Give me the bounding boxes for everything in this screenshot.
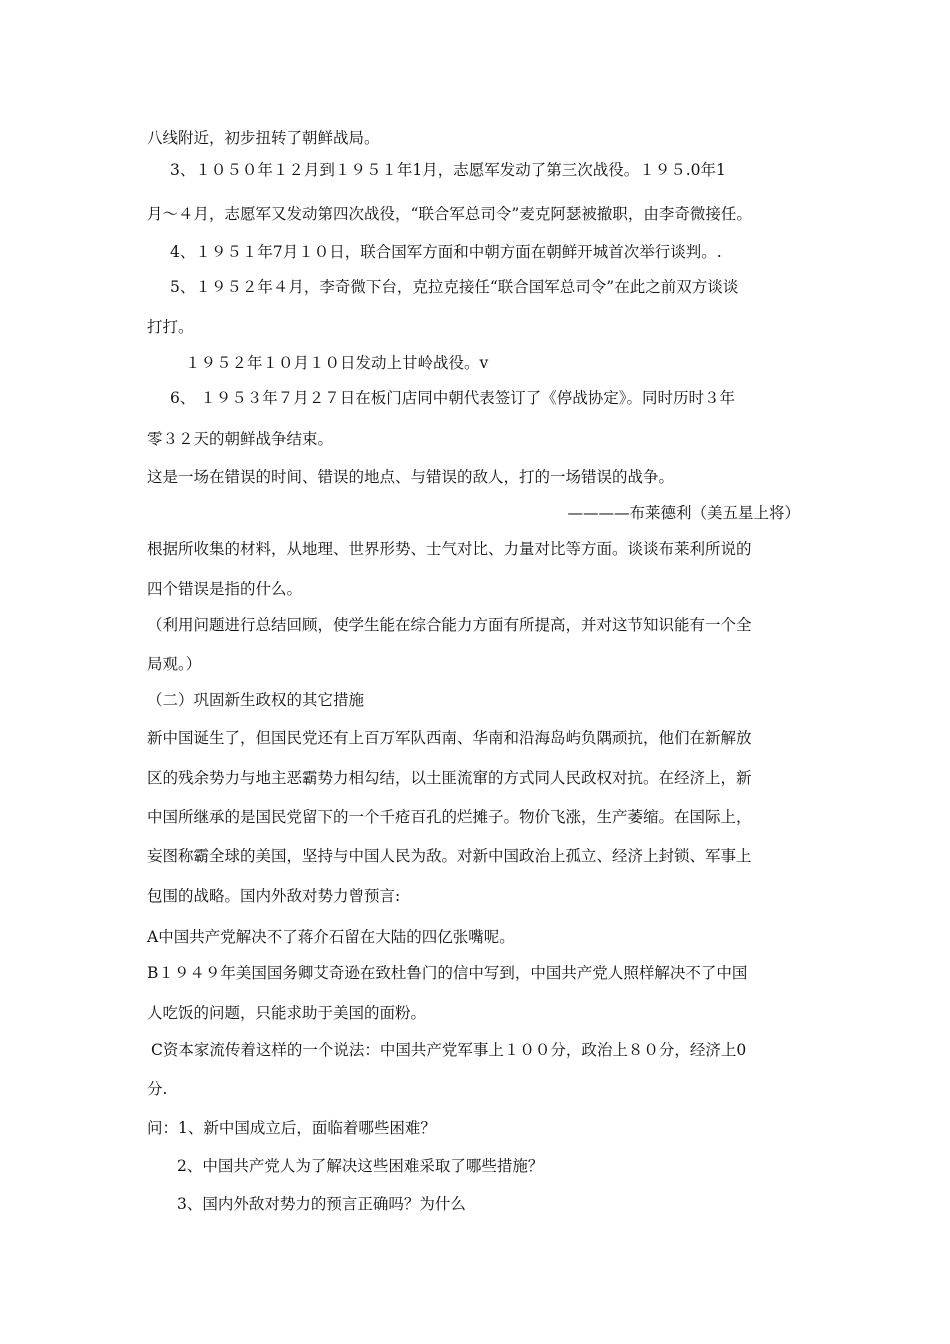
- text-line-5: 5、１９５２年４月，李奇微下台，克拉克接任“联合国军总司令”在此之前双方谈谈: [170, 278, 739, 296]
- text-line-8: 6、 １９５３年７月２７日在板门店同中朝代表签订了《停战协定》。同时历时３年: [170, 389, 736, 407]
- prediction-b: B１９４９年美国国务卿艾奇逊在致杜鲁门的信中写到，中国共产党人照样解决不了中国: [147, 964, 748, 982]
- prediction-a: A中国共产党解决不了蒋介石留在大陆的四亿张嘴呢。: [147, 928, 515, 946]
- text-line-19: 中国所继承的是国民党留下的一个千疮百孔的烂摊子。物价飞涨，生产萎缩。在国际上，: [147, 808, 752, 826]
- text-line-26: 分.: [147, 1080, 168, 1098]
- text-line-6: 打打。: [147, 318, 194, 336]
- text-line-3: 月～４月，志愿军又发动第四次战役，“联合军总司令”麦克阿瑟被撤职，由李奇微接任。: [147, 205, 752, 223]
- text-line-12: 根据所收集的材料，从地理、世界形势、士气对比、力量对比等方面。谈谈布莱利所说的: [147, 540, 752, 558]
- prediction-c: C资本家流传着这样的一个说法：中国共产党军事上１００分，政治上８０分，经济上0: [151, 1041, 747, 1059]
- text-line-13: 四个错误是指的什么。: [147, 580, 303, 598]
- text-line-2: 3、１０５０年１２月到１９５１年1月，志愿军发动了第三次战役。１９５.0年1: [170, 161, 726, 179]
- question-3: 3、国内外敌对势力的预言正确吗？为什么: [177, 1195, 466, 1213]
- text-line-4: 4、１９５１年7月１０日，联合国军方面和中朝方面在朝鲜开城首次举行谈判。.: [170, 243, 722, 261]
- text-line-9: 零３２天的朝鲜战争结束。: [147, 430, 334, 448]
- text-line-24: 人吃饭的问题，只能求助于美国的面粉。: [147, 1004, 427, 1022]
- text-line-21: 包围的战略。国内外敌对势力曾预言:: [147, 887, 401, 905]
- question-1: 问：1、新中国成立后，面临着哪些困难？: [147, 1119, 436, 1137]
- text-line-18: 区的残余势力与地主恶霸势力相勾结，以土匪流窜的方式同人民政权对抗。在经济上，新: [147, 769, 752, 787]
- attribution: ————布莱德利（美五星上将）: [567, 504, 800, 522]
- text-line-10: 这是一场在错误的时间、错误的地点、与错误的敌人，打的一场错误的战争。: [147, 468, 675, 486]
- question-2: 2、中国共产党人为了解决这些困难采取了哪些措施？: [177, 1157, 544, 1175]
- text-line-7: １９５２年１０月１０日发动上甘岭战役。v: [185, 354, 489, 372]
- text-line-15: 局观。）: [147, 655, 202, 673]
- text-line-17: 新中国诞生了，但国民党还有上百万军队西南、华南和沿海岛屿负隅顽抗，他们在新解放: [147, 729, 752, 747]
- text-line-20: 妄图称霸全球的美国，坚持与中国人民为敌。对新中国政治上孤立、经济上封锁、军事上: [147, 847, 752, 865]
- section-heading: （二）巩固新生政权的其它措施: [147, 691, 365, 709]
- text-line-1: 八线附近，初步扭转了朝鲜战局。: [147, 129, 380, 147]
- text-line-14: （利用问题进行总结回顾，使学生能在综合能力方面有所提高，并对这节知识能有一个全: [147, 616, 752, 634]
